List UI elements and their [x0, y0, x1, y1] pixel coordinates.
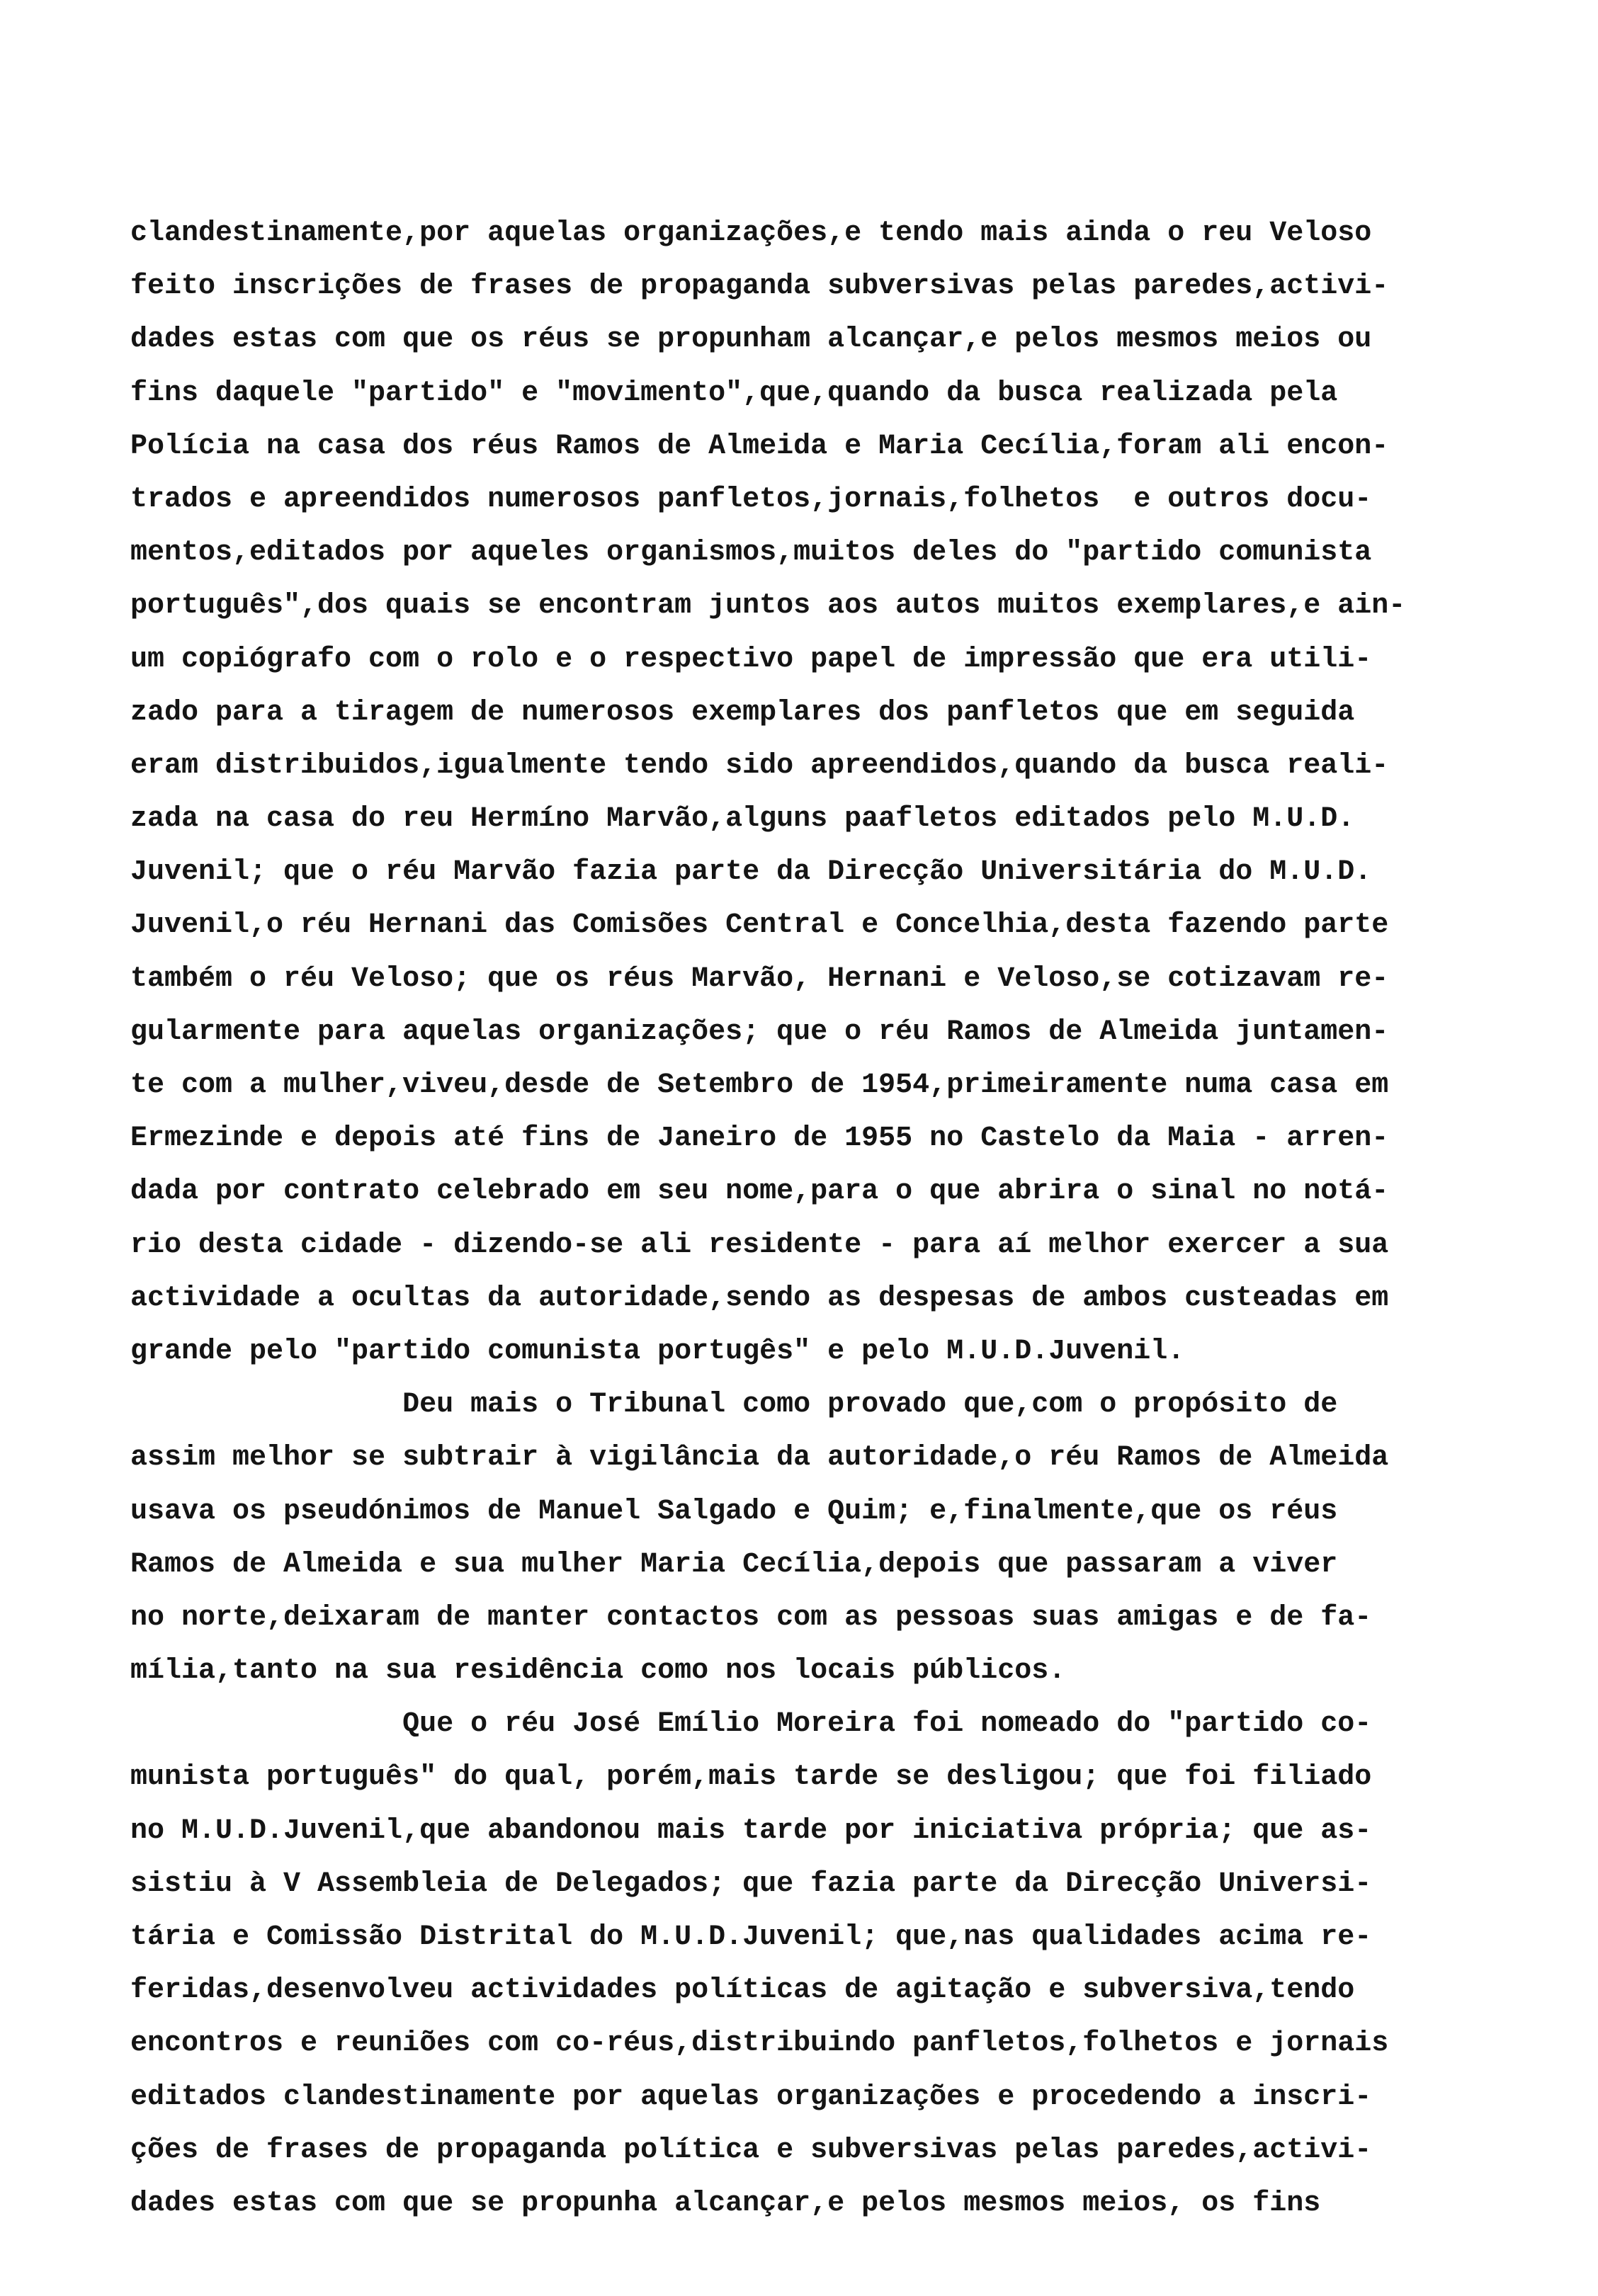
- text-line: clandestinamente,por aquelas organizações,e tendo mais ainda o reu Veloso: [130, 217, 1372, 249]
- text-line: zado para a tiragem de numerosos exemplares dos panfletos que em seguida: [130, 696, 1355, 729]
- text-line: mentos,editados por aqueles organismos,muitos deles do "partido comunista: [130, 537, 1372, 569]
- text-line: zada na casa do reu Hermíno Marvão,alguns paafletos editados pelo M.U.D.: [130, 803, 1355, 836]
- text-line: Polícia na casa dos réus Ramos de Almeida e Maria Cecília,foram ali encon-: [130, 430, 1389, 462]
- text-line: dades estas com que os réus se propunham alcançar,e pelos mesmos meios ou: [130, 324, 1372, 356]
- text-line: tária e Comissão Distrital do M.U.D.Juvenil; que,nas qualidades acima re-: [130, 1921, 1372, 1953]
- text-line: dades estas com que se propunha alcançar,e pelos mesmos meios, os fins: [130, 2187, 1321, 2220]
- text-line: sistiu à V Assembleia de Delegados; que fazia parte da Direcção Universi-: [130, 1868, 1372, 1900]
- text-line: Que o réu José Emílio Moreira foi nomeado do "partido co-: [130, 1708, 1372, 1741]
- text-line: Juvenil,o réu Hernani das Comisões Central e Concelhia,desta fazendo parte: [130, 909, 1389, 942]
- text-line: no M.U.D.Juvenil,que abandonou mais tarde por iniciativa própria; que as-: [130, 1814, 1372, 1847]
- text-line: dada por contrato celebrado em seu nome,para o que abrira o sinal no notá-: [130, 1176, 1389, 1208]
- text-line: editados clandestinamente por aquelas organizações e procedendo a inscri-: [130, 2081, 1372, 2113]
- text-line: Deu mais o Tribunal como provado que,com o propósito de: [130, 1389, 1338, 1421]
- text-line: grande pelo "partido comunista portugês" e pelo M.U.D.Juvenil.: [130, 1335, 1185, 1368]
- text-line: actividade a ocultas da autoridade,sendo as despesas de ambos custeadas em: [130, 1282, 1389, 1314]
- text-line: mília,tanto na sua residência como nos locais públicos.: [130, 1655, 1066, 1688]
- text-line: feridas,desenvolveu actividades políticas de agitação e subversiva,tendo: [130, 1974, 1355, 2007]
- text-line: munista português" do qual, porém,mais tarde se desligou; que foi filiado: [130, 1761, 1372, 1794]
- text-line: rio desta cidade - dizendo-se ali residente - para aí melhor exercer a sua: [130, 1229, 1389, 1261]
- typed-text-block: [130, 207, 1405, 2230]
- text-line: te com a mulher,viveu,desde de Setembro de 1954,primeiramente numa casa em: [130, 1069, 1389, 1101]
- text-line: português",dos quais se encontram juntos aos autos muitos exemplares,e ain-: [130, 590, 1406, 623]
- text-line: Juvenil; que o réu Marvão fazia parte da Direcção Universitária do M.U.D.: [130, 856, 1372, 889]
- text-line: usava os pseudónimos de Manuel Salgado e Quim; e,finalmente,que os réus: [130, 1495, 1338, 1528]
- text-line: encontros e reuniões com co-réus,distribuindo panfletos,folhetos e jornais: [130, 2028, 1389, 2060]
- text-line: fins daquele "partido" e "movimento",que,quando da busca realizada pela: [130, 377, 1338, 409]
- text-line: no norte,deixaram de manter contactos com as pessoas suas amigas e de fa-: [130, 1601, 1372, 1634]
- text-line: feito inscrições de frases de propaganda subversivas pelas paredes,activi-: [130, 271, 1389, 303]
- text-line: ções de frases de propaganda política e subversivas pelas paredes,activi-: [130, 2134, 1372, 2166]
- text-line: também o réu Veloso; que os réus Marvão, Hernani e Veloso,se cotizavam re-: [130, 962, 1389, 995]
- text-line: eram distribuidos,igualmente tendo sido apreendidos,quando da busca reali-: [130, 749, 1389, 782]
- text-line: um copiógrafo com o rolo e o respectivo papel de impressão que era utili-: [130, 643, 1372, 676]
- text-line: trados e apreendidos numerosos panfletos,jornais,folhetos e outros docu-: [130, 483, 1372, 516]
- text-line: gularmente para aquelas organizações; que o réu Ramos de Almeida juntamen-: [130, 1016, 1389, 1048]
- text-line: Ermezinde e depois até fins de Janeiro de 1955 no Castelo da Maia - arren-: [130, 1123, 1389, 1155]
- text-line: Ramos de Almeida e sua mulher Maria Cecília,depois que passaram a viver: [130, 1548, 1338, 1581]
- text-line: assim melhor se subtrair à vigilância da autoridade,o réu Ramos de Almeida: [130, 1442, 1389, 1474]
